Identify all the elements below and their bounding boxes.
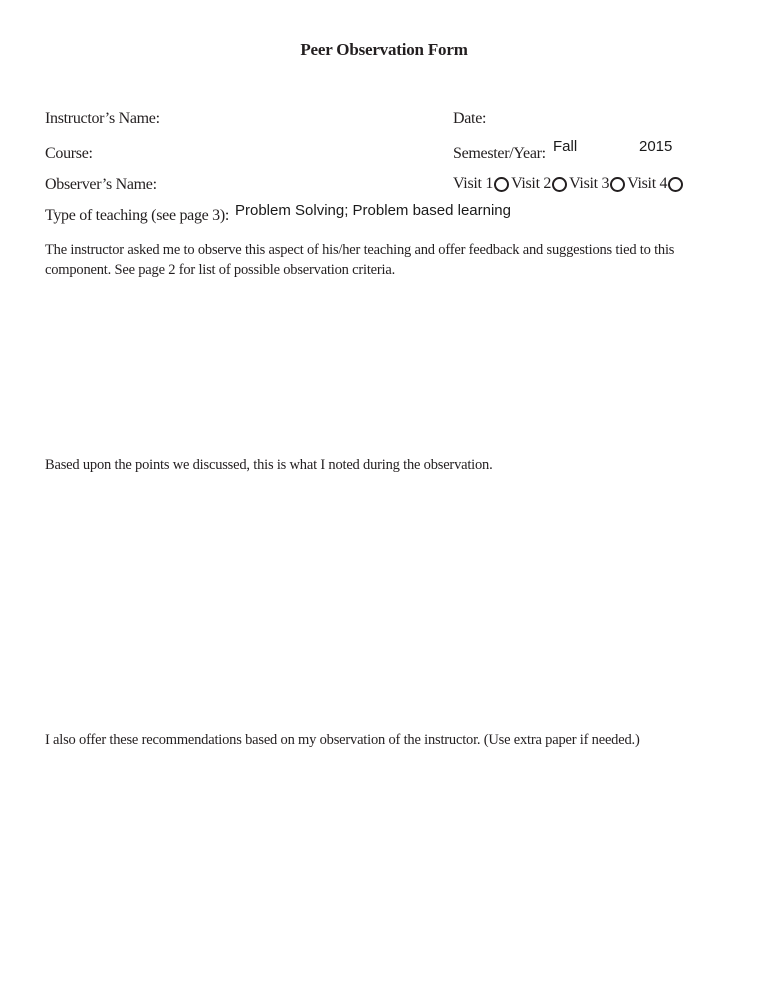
type-of-teaching-field[interactable]: Problem Solving; Problem based learning: [235, 202, 511, 219]
section-1-response[interactable]: [45, 285, 725, 445]
date-label: Date:: [453, 110, 487, 127]
instructor-name-field[interactable]: [175, 110, 415, 130]
observer-name-label: Observer’s Name:: [45, 176, 157, 193]
section-3-prompt: I also offer these recommendations based on my observation of the instructor. (Use extra paper if needed.): [45, 732, 640, 748]
visit-3-radio[interactable]: [610, 177, 625, 192]
form-title: Peer Observation Form: [300, 40, 468, 59]
instructor-name-label: Instructor’s Name:: [45, 110, 160, 127]
section-2-response[interactable]: [45, 482, 725, 717]
visit-1-radio[interactable]: [494, 177, 509, 192]
semester-field[interactable]: Fall: [553, 138, 578, 155]
visit-selector: [453, 175, 685, 193]
semester-year-label: Semester/Year:: [453, 145, 546, 162]
section-2-prompt: Based upon the points we discussed, this is what I noted during the observation.: [45, 457, 493, 473]
type-of-teaching-label: Type of teaching (see page 3):: [45, 207, 230, 224]
visit-2-label: Visit 2: [511, 175, 552, 192]
section-3-response[interactable]: [45, 757, 725, 977]
visit-1-option[interactable]: [453, 175, 511, 193]
visit-2-option[interactable]: [511, 175, 569, 193]
year-field[interactable]: 2015: [639, 138, 673, 155]
date-field[interactable]: [495, 110, 715, 130]
section-1-prompt: The instructor asked me to observe this aspect of his/her teaching and offer feedback and suggestions tied to this component. See page 2 for list of possible observation criteria.: [45, 242, 675, 278]
course-label: Course:: [45, 145, 93, 162]
visit-3-option[interactable]: [569, 175, 627, 193]
course-field[interactable]: [100, 145, 415, 165]
visit-4-option[interactable]: [627, 175, 685, 193]
visit-2-radio[interactable]: [552, 177, 567, 192]
visit-3-label: Visit 3: [569, 175, 610, 192]
visit-1-label: Visit 1: [453, 175, 494, 192]
visit-4-radio[interactable]: [668, 177, 683, 192]
visit-4-label: Visit 4: [627, 175, 668, 192]
observer-name-field[interactable]: [170, 176, 415, 196]
